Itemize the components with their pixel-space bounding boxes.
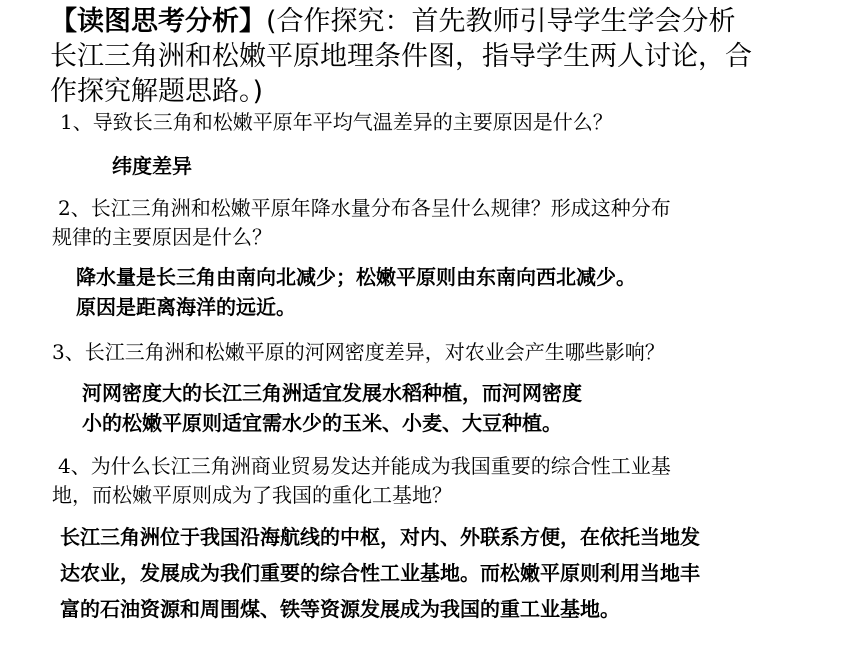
answer-4 — [60, 519, 700, 627]
answer-2-line-2: 原因是距离海洋的远近。 — [76, 295, 296, 319]
intro-line-1 — [50, 4, 840, 39]
question-2 — [52, 194, 671, 252]
answer-4-line-3: 富的石油资源和周围煤、铁等资源发展成为我国的重工业基地。 — [60, 597, 620, 621]
question-3-line-1: 3、长江三角洲和松嫩平原的河网密度差异，对农业会产生哪些影响？ — [52, 340, 665, 364]
question-4-line-1: 4、为什么长江三角洲商业贸易发达并能成为我国重要的综合性工业基 — [58, 454, 671, 478]
answer-4-line-1: 长江三角洲位于我国沿海航线的中枢，对内、外联系方便，在依托当地发 — [60, 525, 700, 549]
section-title: 【读图思考分析】 — [50, 6, 266, 37]
answer-1-line-1: 纬度差异 — [112, 154, 192, 178]
question-1 — [60, 108, 613, 137]
answer-3-line-1: 河网密度大的长江三角洲适宜发展水稻种植，而河网密度 — [82, 381, 582, 405]
question-3 — [52, 338, 665, 367]
intro-line-3: 作探究解题思路。) — [50, 76, 264, 107]
question-4-line-2: 地，而松嫩平原则成为了我国的重化工基地？ — [52, 483, 452, 507]
question-1-line-1: 1、导致长三角和松嫩平原年平均气温差异的主要原因是什么？ — [60, 110, 613, 134]
answer-2 — [76, 262, 636, 322]
answer-3 — [82, 378, 582, 438]
intro-paragraph — [50, 4, 840, 109]
answer-4-line-2: 达农业，发展成为我们重要的综合性工业基地。而松嫩平原则利用当地丰 — [60, 561, 700, 585]
question-4 — [52, 452, 671, 510]
intro-instruction: (合作探究：首先教师引导学生学会分析 — [266, 6, 736, 37]
answer-1 — [112, 151, 192, 181]
intro-line-2: 长江三角洲和松嫩平原地理条件图，指导学生两人讨论，合 — [50, 41, 752, 72]
question-2-line-2: 规律的主要原因是什么？ — [52, 225, 272, 249]
answer-3-line-2: 小的松嫩平原则适宜需水少的玉米、小麦、大豆种植。 — [82, 411, 562, 435]
answer-2-line-1: 降水量是长三角由南向北减少；松嫩平原则由东南向西北减少。 — [76, 265, 636, 289]
question-2-line-1: 2、长江三角洲和松嫩平原年降水量分布各呈什么规律？形成这种分布 — [58, 196, 671, 220]
